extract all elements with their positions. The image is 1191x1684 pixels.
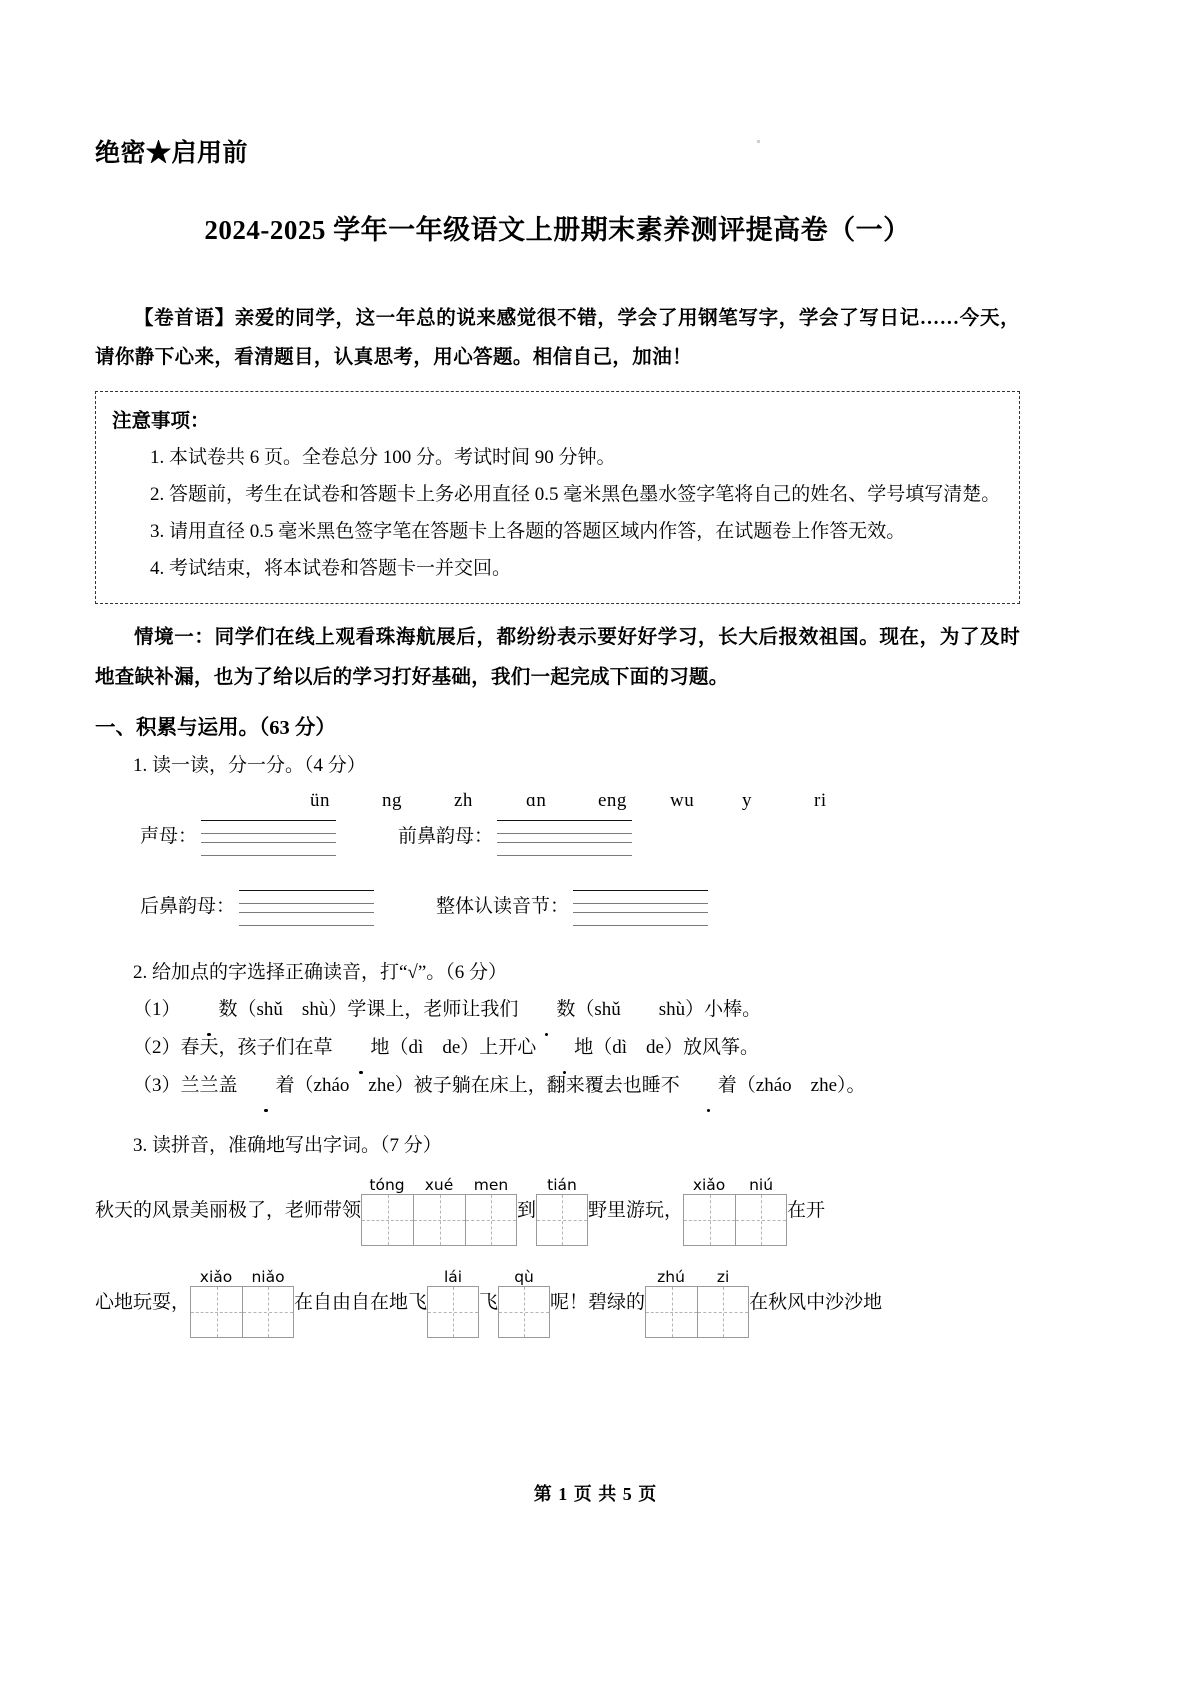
item-number: （1） — [133, 998, 181, 1020]
question-3-prompt: 3. 读拼音，准确地写出字词。（7 分） — [133, 1134, 442, 1156]
inline-text: 到 — [517, 1199, 537, 1221]
grid-pinyin-row — [645, 1264, 749, 1286]
answer-blank-staff[interactable] — [201, 814, 336, 860]
pinyin-item: ri — [814, 789, 827, 811]
grid-pinyin-row — [427, 1264, 479, 1286]
item-text: （zháo zhe）。 — [736, 1074, 866, 1096]
dotted-char: 数 — [181, 991, 238, 1029]
item-text: （shǔ shù）学课上，老师让我们 — [237, 998, 519, 1020]
question-3-body — [95, 1172, 1020, 1338]
grid-cells — [498, 1286, 550, 1338]
grid-pinyin-label: zi — [716, 1267, 730, 1286]
grid-pinyin-label: xiǎo — [692, 1175, 726, 1194]
grid-cell[interactable] — [190, 1286, 242, 1338]
grid-cells — [536, 1194, 588, 1246]
grid-cell[interactable] — [361, 1194, 413, 1246]
question-3-line-1 — [95, 1172, 1020, 1246]
grid-pinyin-row — [498, 1264, 550, 1286]
tianzige-grid[interactable] — [361, 1172, 517, 1246]
question-2-item — [95, 1029, 1020, 1067]
tianzige-grid[interactable] — [645, 1264, 749, 1338]
grid-pinyin-label: men — [473, 1175, 509, 1194]
notice-item: 4. 考试结束，将本试卷和答题卡一并交回。 — [150, 557, 512, 579]
tianzige-grid[interactable] — [683, 1172, 787, 1246]
answer-blank-staff[interactable] — [239, 884, 374, 930]
grid-cell[interactable] — [697, 1286, 749, 1338]
item-number: （3） — [133, 1074, 181, 1096]
inline-text: 在开 — [787, 1199, 826, 1221]
notice-item: 3. 请用直径 0.5 毫米黑色签字笔在答题卡上各题的答题区域内作答，在试题卷上作答无效。 — [150, 520, 906, 542]
grid-pinyin-row — [361, 1172, 517, 1194]
category-label-houbiyunmu: 后鼻韵母： — [140, 896, 236, 918]
grid-pinyin-label: qù — [514, 1267, 534, 1286]
item-text: （shǔ shù）小棒。 — [575, 998, 762, 1020]
grid-pinyin-label: lái — [443, 1267, 463, 1286]
secret-label: 绝密★启用前 — [95, 140, 249, 167]
pinyin-item: wu — [670, 789, 695, 811]
grid-pinyin-label: niǎo — [251, 1267, 285, 1286]
grid-pinyin-label: niú — [749, 1175, 774, 1194]
notice-box — [95, 391, 1020, 604]
question-2-prompt: 2. 给加点的字选择正确读音，打“√”。（6 分） — [133, 961, 508, 983]
item-text: （dì de）放风筝。 — [593, 1036, 759, 1058]
grid-pinyin-label: zhú — [657, 1267, 685, 1286]
question-1-prompt: 1. 读一读，分一分。（4 分） — [133, 754, 366, 776]
item-text: （dì de）上开心 — [389, 1036, 537, 1058]
item-text: （zháo zhe）被子躺在床上，翻来覆去也睡不 — [294, 1074, 680, 1096]
grid-cells — [427, 1286, 479, 1338]
section-heading-one: 一、积累与运用。（63 分） — [95, 716, 336, 739]
scenario-text: 情境一：同学们在线上观看珠海航展后，都纷纷表示要好好学习，长大后报效祖国。现在，为了及时地查缺补漏，也为了给以后的学习打好基础，我们一起完成下面的习题。 — [95, 626, 1020, 688]
dotted-char: 数 — [518, 991, 575, 1029]
grid-pinyin-row — [536, 1172, 588, 1194]
pinyin-item: eng — [598, 789, 627, 811]
dotted-char: 着 — [680, 1067, 737, 1105]
inline-text: 秋天的风景美丽极了，老师带领 — [95, 1199, 362, 1221]
notice-title: 注意事项： — [112, 410, 210, 432]
grid-pinyin-row — [683, 1172, 787, 1194]
notice-item: 2. 答题前，考生在试卷和答题卡上务必用直径 0.5 毫米黑色墨水签字笔将自己的姓名、学号填写清楚。 — [150, 483, 1001, 505]
item-text: 春天，孩子们在草 — [180, 1036, 333, 1058]
page-footer: 第 1 页 共 5 页 — [533, 1484, 658, 1504]
category-label-zhengtirenduyinjie: 整体认读音节： — [436, 896, 570, 918]
page-title: 2024-2025 学年一年级语文上册期末素养测评提高卷（一） — [204, 214, 911, 245]
question-3-line-2 — [95, 1264, 1020, 1338]
grid-cells — [645, 1286, 749, 1338]
pinyin-item: ng — [382, 789, 402, 811]
tianzige-grid[interactable] — [427, 1264, 479, 1338]
grid-cells — [361, 1194, 517, 1246]
answer-blank-staff[interactable] — [573, 884, 708, 930]
grid-cell[interactable] — [465, 1194, 517, 1246]
tianzige-grid[interactable] — [536, 1172, 588, 1246]
pinyin-item: y — [742, 789, 752, 811]
inline-text: 在秋风中沙沙地 — [749, 1291, 883, 1313]
grid-cell[interactable] — [498, 1286, 550, 1338]
answer-blank-staff[interactable] — [497, 814, 632, 860]
dotted-char: 地 — [536, 1029, 593, 1067]
inline-text: 心地玩耍， — [95, 1291, 191, 1313]
pinyin-item: ɑn — [526, 789, 547, 811]
item-text: 兰兰盖 — [180, 1074, 238, 1096]
grid-pinyin-label: xiǎo — [199, 1267, 233, 1286]
inline-text: 呢！碧绿的 — [550, 1291, 646, 1313]
grid-cells — [683, 1194, 787, 1246]
item-number: （2） — [133, 1036, 181, 1058]
question-1-answer-row-2 — [95, 884, 1020, 930]
inline-text: 野里游玩， — [588, 1199, 684, 1221]
notice-item: 1. 本试卷共 6 页。全卷总分 100 分。考试时间 90 分钟。 — [150, 446, 616, 468]
category-label-qianbiyunmu: 前鼻韵母： — [398, 826, 494, 848]
grid-pinyin-label: tián — [547, 1175, 577, 1194]
grid-pinyin-row — [190, 1264, 294, 1286]
question-2-item — [95, 991, 1020, 1029]
tianzige-grid[interactable] — [190, 1264, 294, 1338]
category-label-shengmu: 声母： — [140, 826, 198, 848]
question-1-pinyin-row — [95, 790, 1020, 812]
question-2-item — [95, 1067, 1020, 1105]
grid-cell[interactable] — [413, 1194, 465, 1246]
grid-cells — [190, 1286, 294, 1338]
grid-pinyin-label: xué — [424, 1175, 454, 1194]
dotted-char: 着 — [238, 1067, 295, 1105]
tianzige-grid[interactable] — [498, 1264, 550, 1338]
grid-cell[interactable] — [645, 1286, 697, 1338]
preface-text: 【卷首语】亲爱的同学，这一年总的说来感觉很不错，学会了用钢笔写字，学会了写日记……今天，请你静下心来，看清题目，认真思考，用心答题。相信自己，加油！ — [95, 307, 1020, 368]
pinyin-item: zh — [454, 789, 473, 811]
grid-cell[interactable] — [242, 1286, 294, 1338]
question-1-answer-row-1 — [95, 814, 1020, 860]
grid-pinyin-label: tóng — [369, 1175, 405, 1194]
inline-text: 飞 — [479, 1291, 499, 1313]
grid-cell[interactable] — [735, 1194, 787, 1246]
grid-cell[interactable] — [683, 1194, 735, 1246]
grid-cell[interactable] — [427, 1286, 479, 1338]
grid-cell[interactable] — [536, 1194, 588, 1246]
dotted-char: 地 — [333, 1029, 390, 1067]
pinyin-item: ün — [310, 789, 330, 811]
inline-text: 在自由自在地飞 — [294, 1291, 428, 1313]
